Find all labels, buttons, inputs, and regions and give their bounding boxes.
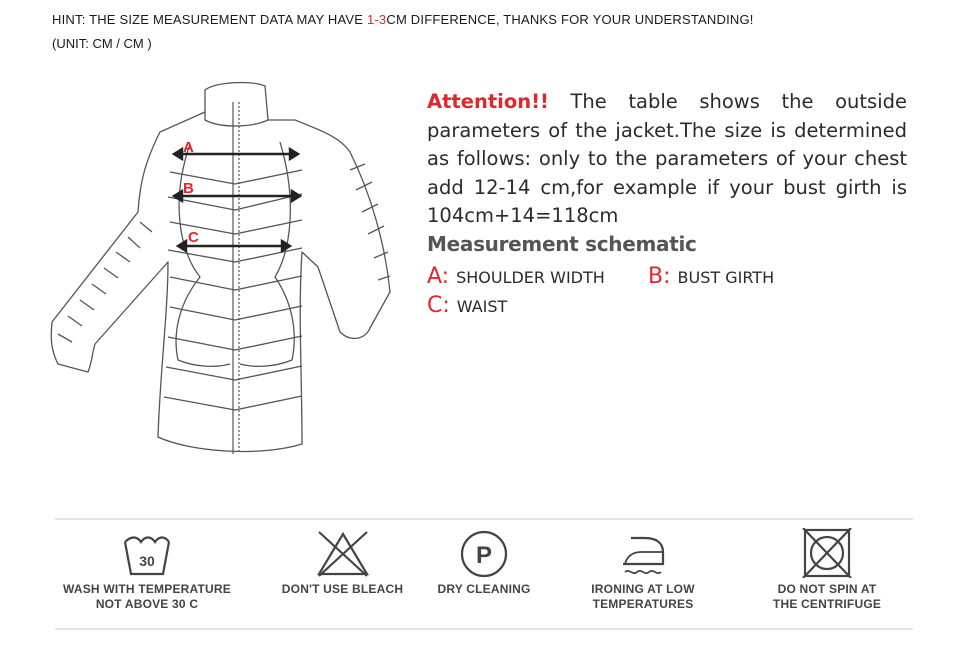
marker-a: A [183, 139, 194, 156]
care-iron [572, 528, 714, 618]
care-iron-label [572, 582, 714, 612]
care-bleach-line1: DON'T USE BLEACH [281, 582, 404, 596]
legend-key-c: C: [427, 293, 450, 318]
attention-paragraph [427, 88, 907, 231]
care-dryclean-line1: DRY CLEANING [437, 582, 531, 596]
care-iron-line2: TEMPERATURES [592, 597, 694, 611]
legend-key-a: A: [427, 264, 450, 289]
jacket-diagram [40, 72, 410, 462]
legend-label-a: SHOULDER WIDTH [456, 268, 605, 287]
schematic-title: Measurement schematic [427, 232, 697, 256]
legend-label-b: BUST GIRTH [677, 268, 775, 287]
legend-bust [648, 264, 774, 289]
dry-clean-icon [454, 528, 514, 578]
unit-note: (UNIT: CM / CM ) [52, 36, 152, 51]
marker-b: B [183, 180, 194, 197]
size-hint [52, 12, 754, 27]
care-spin [752, 528, 902, 618]
dry-clean-badge: P [475, 542, 493, 569]
care-bleach [270, 528, 415, 618]
legend-label-c: WAIST [456, 297, 508, 316]
jacket-collar [205, 83, 268, 126]
legend-waist [427, 293, 507, 318]
care-divider-top [55, 518, 913, 520]
iron-low-icon [613, 528, 673, 578]
hint-range: 1-3 [366, 12, 387, 27]
wash-30-icon [117, 528, 177, 578]
legend-key-b: B: [648, 264, 671, 289]
attention-label: Attention!! [427, 90, 549, 113]
care-spin-line2: THE CENTRIFUGE [772, 597, 882, 611]
no-bleach-icon [313, 528, 373, 578]
no-tumble-icon [797, 528, 857, 578]
care-wash [52, 528, 242, 618]
care-spin-line1: DO NOT SPIN AT [777, 582, 877, 596]
care-wash-line2: NOT ABOVE 30 C [95, 597, 199, 611]
care-dryclean-label [425, 582, 543, 597]
marker-c: C [188, 229, 199, 246]
hint-suffix: CM DIFFERENCE, THANKS FOR YOUR UNDERSTANDING! [386, 12, 754, 27]
care-spin-label [752, 582, 902, 612]
care-wash-label [52, 582, 242, 612]
hint-prefix: HINT: THE SIZE MEASUREMENT DATA MAY HAVE [52, 12, 367, 27]
care-iron-line1: IRONING AT LOW [591, 582, 695, 596]
care-divider-bottom [55, 628, 913, 630]
jacket-body [51, 112, 390, 451]
care-bleach-label [270, 582, 415, 597]
care-dryclean [425, 528, 543, 618]
care-wash-line1: WASH WITH TEMPERATURE [63, 582, 231, 596]
wash-temp-badge: 30 [139, 553, 155, 569]
legend-shoulder [427, 264, 605, 289]
attention-text: The table shows the outside parameters of the jacket.The size is determined as follows: only to the parameters of your chest add 12-14 cm,for example if your bust girth is 104cm+14=118cm [427, 90, 907, 227]
